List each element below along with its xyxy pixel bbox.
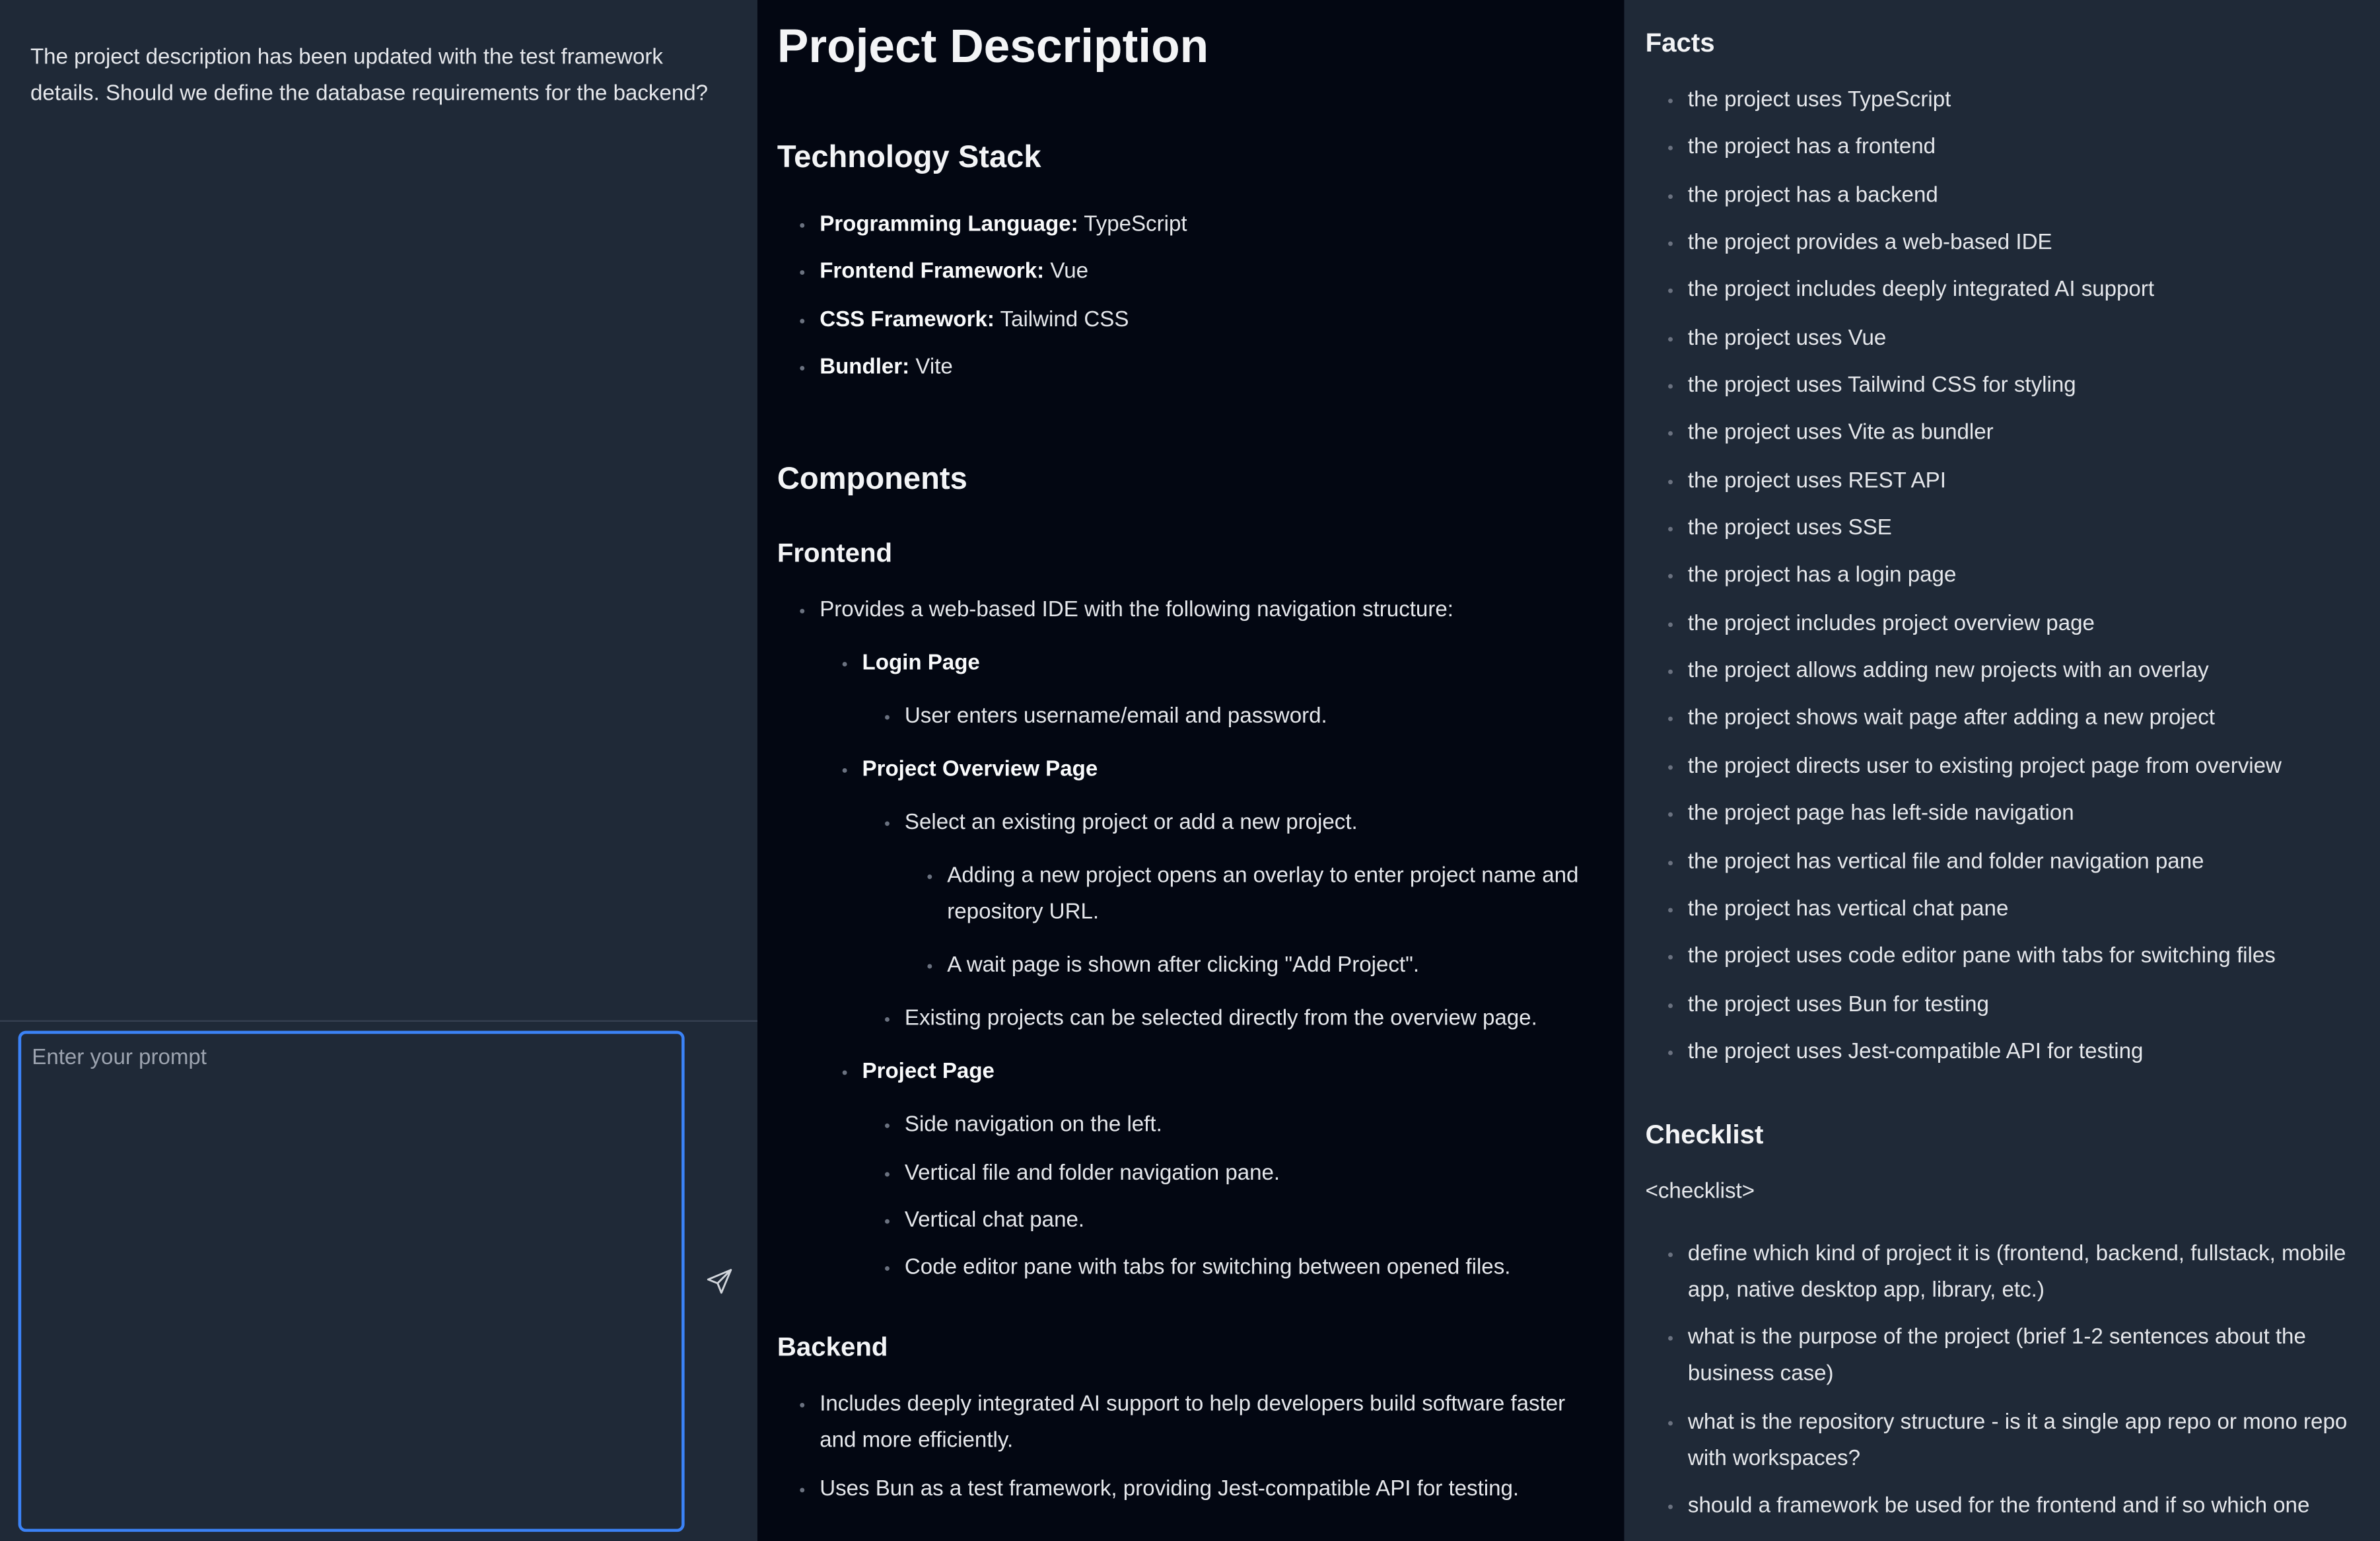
- list-item: [862, 645, 1605, 735]
- login-page-title: Login Page: [862, 651, 980, 676]
- list-item: • User enters username/email and password.: [905, 699, 1605, 735]
- backend-list: [777, 1386, 1605, 1507]
- tech-label: Bundler:: [820, 355, 910, 380]
- list-item: • Uses Bun as a test framework, providing Jest-compatible API for testing.: [820, 1471, 1604, 1507]
- frontend-heading: Frontend: [777, 538, 893, 569]
- fact-item: • the project uses Vite as bundler: [1688, 415, 2359, 451]
- tech-item-bundler: [820, 349, 1604, 386]
- list-item: • Adding a new project opens an overlay to enter project name and repository URL.: [947, 858, 1604, 931]
- fact-item: • the project uses SSE: [1688, 511, 2359, 547]
- fact-item: • the project uses REST API: [1688, 462, 2359, 499]
- tech-value: Vite: [915, 355, 953, 380]
- components-section: [777, 459, 1605, 1507]
- fact-item: • the project has a backend: [1688, 177, 2359, 213]
- tech-item-language: [820, 207, 1604, 243]
- fact-item: • the project provides a web-based IDE: [1688, 225, 2359, 261]
- fact-item: • the project uses Tailwind CSS for styling: [1688, 367, 2359, 404]
- tech-item-css: [820, 302, 1604, 338]
- list-item: • A wait page is shown after clicking "Add Project".: [947, 948, 1604, 984]
- fact-item: • the project includes deeply integrated AI support: [1688, 272, 2359, 308]
- backend-section: [777, 1329, 1605, 1507]
- tech-value: Tailwind CSS: [1000, 308, 1129, 332]
- checklist-item: • define which kind of project it is (frontend, backend, fullstack, mobile app, native desktop app, library, etc.): [1688, 1236, 2359, 1308]
- list-item: • Side navigation on the left.: [905, 1107, 1605, 1143]
- assistant-message: The project description has been updated with the test framework details. Should we define the database requirements for the backend?: [30, 45, 709, 106]
- facts-pane: [1624, 0, 2380, 1541]
- chat-divider: [0, 1021, 757, 1022]
- list-item: [905, 805, 1605, 984]
- tech-item-frontend: [820, 254, 1604, 291]
- fact-item: • the project has a frontend: [1688, 129, 2359, 166]
- tech-label: CSS Framework:: [820, 308, 995, 332]
- fact-item: • the project uses Bun for testing: [1688, 986, 2359, 1022]
- checklist-item: • should a framework be used for the frontend and if so which one: [1688, 1487, 2359, 1524]
- tech-value: TypeScript: [1084, 212, 1187, 237]
- fact-item: • the project has a login page: [1688, 558, 2359, 594]
- components-heading: Components: [777, 462, 967, 497]
- checklist-tag: <checklist>: [1645, 1179, 1755, 1204]
- project-description-pane: [757, 0, 1624, 1541]
- list-item: • Existing projects can be selected directly from the overview page.: [905, 1001, 1605, 1037]
- prompt-input[interactable]: [18, 1031, 685, 1532]
- checklist-heading: Checklist: [1645, 1118, 1764, 1149]
- backend-heading: Backend: [777, 1332, 888, 1363]
- checklist-list: [1646, 1236, 2359, 1524]
- tech-label: Frontend Framework:: [820, 260, 1045, 285]
- chat-messages: [0, 0, 757, 1021]
- tech-stack-section: [777, 137, 1605, 386]
- list-item: [862, 752, 1605, 1037]
- frontend-list: [777, 592, 1605, 1287]
- facts-list: [1646, 82, 2359, 1070]
- overview-select-text: Select an existing project or add a new project.: [904, 810, 1358, 836]
- nav-structure-list: [820, 645, 1604, 1286]
- project-page-title: Project Page: [862, 1059, 995, 1085]
- overview-page-list: [862, 805, 1605, 1038]
- paper-plane-icon: [705, 1266, 735, 1296]
- fact-item: • the project uses TypeScript: [1688, 82, 2359, 118]
- list-item: • Vertical file and folder navigation pane.: [905, 1155, 1605, 1191]
- list-item: • Includes deeply integrated AI support to help developers build software faster and more efficiently.: [820, 1386, 1604, 1459]
- fact-item: • the project uses Jest-compatible API for testing: [1688, 1034, 2359, 1070]
- fact-item: • the project directs user to existing project page from overview: [1688, 748, 2359, 785]
- fact-item: • the project uses Vue: [1688, 320, 2359, 356]
- list-item: [820, 592, 1604, 1287]
- frontend-section: [777, 534, 1605, 1286]
- send-button[interactable]: [701, 1265, 738, 1301]
- fact-item: • the project has vertical chat pane: [1688, 891, 2359, 927]
- checklist-item: • what is the purpose of the project (brief 1-2 sentences about the business case): [1688, 1320, 2359, 1392]
- list-item: [862, 1054, 1605, 1287]
- overview-page-title: Project Overview Page: [862, 758, 1098, 783]
- fact-item: • the project allows adding new projects with an overlay: [1688, 653, 2359, 690]
- overview-sub-list: [905, 858, 1605, 984]
- fact-item: • the project includes project overview page: [1688, 606, 2359, 642]
- tech-value: Vue: [1050, 260, 1089, 285]
- page-title: Project Description: [777, 19, 1209, 73]
- tech-stack-heading: Technology Stack: [777, 139, 1041, 175]
- fact-item: • the project shows wait page after adding a new project: [1688, 701, 2359, 737]
- tech-label: Programming Language:: [820, 212, 1078, 237]
- fact-item: • the project uses code editor pane with tabs for switching files: [1688, 939, 2359, 975]
- checklist-item: • what is the repository structure - is it a single app repo or mono repo with workspaces?: [1688, 1404, 2359, 1476]
- fact-item: • the project has vertical file and folder navigation pane: [1688, 843, 2359, 880]
- chat-pane: [0, 0, 757, 1541]
- fact-item: • the project page has left-side navigation: [1688, 796, 2359, 832]
- project-page-list: [862, 1107, 1605, 1287]
- facts-heading: Facts: [1645, 27, 1715, 58]
- list-item: • Code editor pane with tabs for switching between opened files.: [905, 1250, 1605, 1286]
- frontend-intro: Provides a web-based IDE with the following navigation structure:: [820, 598, 1453, 623]
- login-page-list: [862, 699, 1605, 735]
- tech-stack-list: [777, 207, 1605, 386]
- list-item: • Vertical chat pane.: [905, 1202, 1605, 1238]
